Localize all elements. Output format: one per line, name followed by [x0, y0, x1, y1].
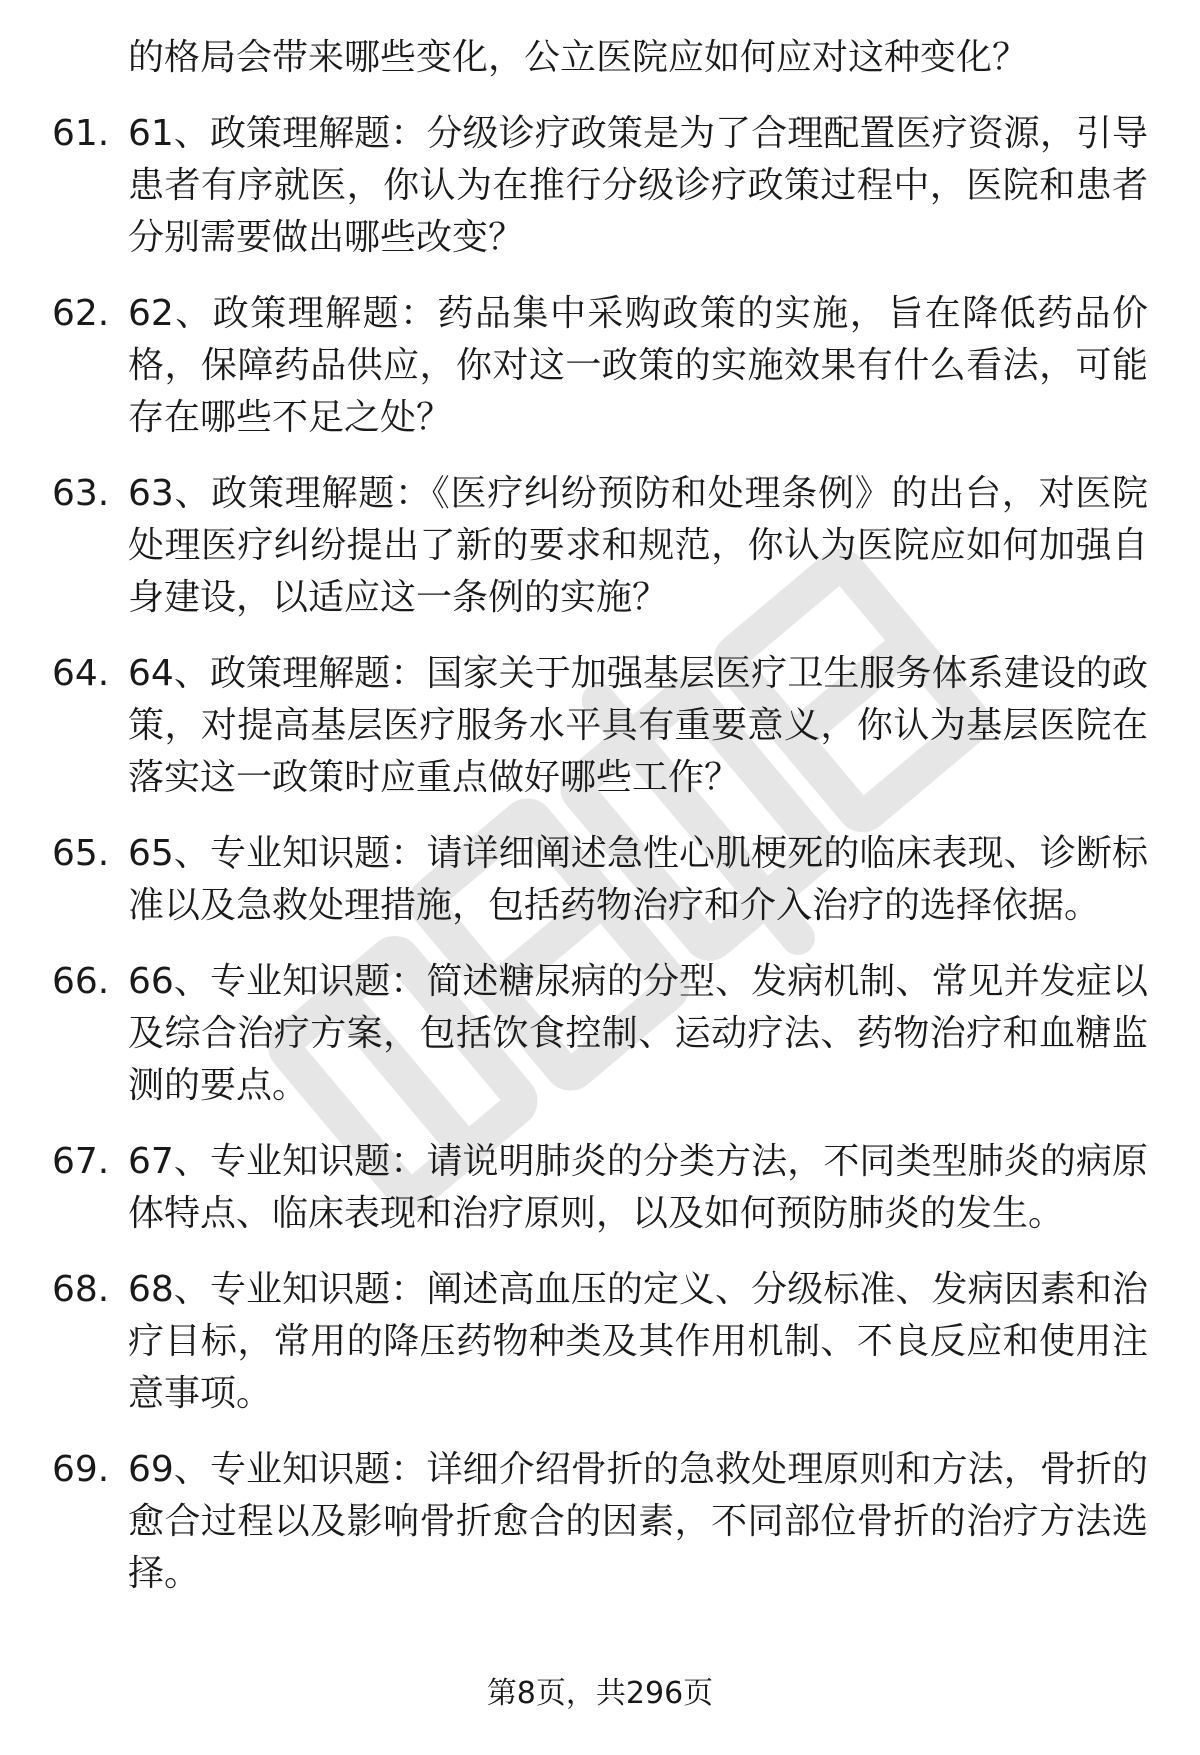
item-number: 62. — [52, 293, 110, 334]
list-item-65 — [0, 828, 1200, 932]
list-item-64 — [0, 648, 1200, 804]
list-item-66 — [0, 956, 1200, 1112]
list-item-67 — [0, 1136, 1200, 1240]
item-number: 61. — [52, 113, 110, 154]
item-number: 64. — [52, 653, 110, 694]
item-number: 69. — [52, 1449, 110, 1490]
page-footer: 第8页，共296页 — [486, 1676, 714, 1711]
item-text: 69、专业知识题：详细介绍骨折的急救处理原则和方法，骨折的愈合过程以及影响骨折愈合的因素，不同部位骨折的治疗方法选择。 — [128, 1449, 1148, 1594]
item-text: 63、政策理解题：《医疗纠纷预防和处理条例》的出台，对医院处理医疗纠纷提出了新的要求和规范，你认为医院应如何加强自身建设，以适应这一条例的实施？ — [128, 473, 1148, 618]
list-item-61 — [0, 108, 1200, 264]
list-item-69 — [0, 1444, 1200, 1600]
list-item-62 — [0, 288, 1200, 444]
list-item-68 — [0, 1264, 1200, 1420]
question-list — [0, 32, 1200, 1624]
item-number: 65. — [52, 833, 110, 874]
item-number: 63. — [52, 473, 110, 514]
item-text: 64、政策理解题：国家关于加强基层医疗卫生服务体系建设的政策，对提高基层医疗服务水平具有重要意义，你认为基层医院在落实这一政策时应重点做好哪些工作？ — [128, 653, 1148, 798]
item-text: 68、专业知识题：阐述高血压的定义、分级标准、发病因素和治疗目标，常用的降压药物种类及其作用机制、不良反应和使用注意事项。 — [128, 1269, 1148, 1414]
continued-paragraph: 的格局会带来哪些变化，公立医院应如何应对这种变化？ — [128, 37, 1029, 78]
item-text: 65、专业知识题：请详细阐述急性心肌梗死的临床表现、诊断标准以及急救处理措施，包括药物治疗和介入治疗的选择依据。 — [128, 833, 1148, 926]
item-number: 68. — [52, 1269, 110, 1310]
item-text: 61、政策理解题：分级诊疗政策是为了合理配置医疗资源，引导患者有序就医，你认为在推行分级诊疗政策过程中，医院和患者分别需要做出哪些改变？ — [128, 113, 1148, 258]
list-item-63 — [0, 468, 1200, 624]
item-text: 66、专业知识题：简述糖尿病的分型、发病机制、常见并发症以及综合治疗方案，包括饮食控制、运动疗法、药物治疗和血糖监测的要点。 — [128, 961, 1148, 1106]
item-text: 62、政策理解题：药品集中采购政策的实施，旨在降低药品价格，保障药品供应，你对这一政策的实施效果有什么看法，可能存在哪些不足之处？ — [128, 293, 1148, 438]
item-number: 66. — [52, 961, 110, 1002]
item-text: 67、专业知识题：请说明肺炎的分类方法，不同类型肺炎的病原体特点、临床表现和治疗原则，以及如何预防肺炎的发生。 — [128, 1141, 1148, 1234]
item-number: 67. — [52, 1141, 110, 1182]
